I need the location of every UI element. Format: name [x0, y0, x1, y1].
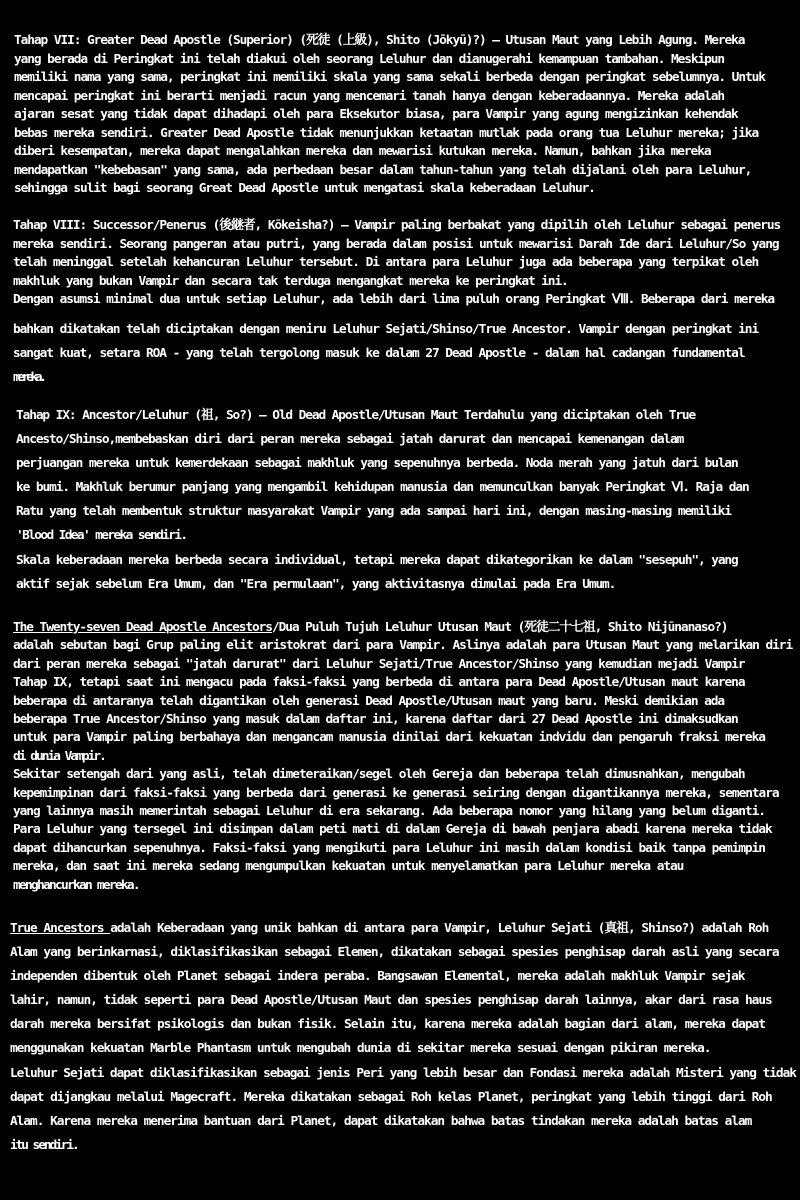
section-twenty-seven-ancestors [0, 619, 800, 895]
text-line: adalah sebutan bagi Grup paling elit aristokrat dari para Vampir. Aslinya adalah para Utusan Maut yang melarikan diri [13, 638, 793, 654]
text-line: mereka. [13, 370, 44, 386]
text-line: menghancurkan mereka. [13, 877, 139, 893]
text-line: sangat kuat, setara ROA - yang telah tergolong masuk ke dalam 27 Dead Apostle - dalam hal cadangan fundamental [13, 346, 745, 362]
text-line: Sekitar setengah dari yang asli, telah dimeteraikan/segel oleh Gereja dan beberapa telah dimusnahkan, mengubah [13, 767, 745, 783]
text-line: Tahap VII: Greater Dead Apostle (Superior) (死徒 (上級), Shito (Jōkyū)?) – Utusan Maut yang Lebih Agung. Mereka [14, 33, 745, 48]
text-line: telah meninggal setelah kehancuran Leluhur tersebut. Di antara para Leluhur juga ada beberapa yang terpikat oleh [13, 255, 759, 270]
text-line: mereka, dan saat ini mereka sedang mengumpulkan kekuatan untuk menyelamatkan para Leluhur mereka atau [13, 859, 684, 875]
text-line: Dengan asumsi minimal dua untuk setiap Leluhur, ada lebih dari lima puluh orang Peringkat Ⅷ. Beberapa dari mereka [13, 292, 775, 307]
text-line: dapat dihancurkan sepenuhnya. Faksi-faksi yang mengikuti para Leluhur ini masih dalam kondisi baik tanpa pemimpin [13, 840, 765, 856]
text-line: perjuangan mereka untuk kemerdekaan sebagai makhluk yang sepenuhnya berbeda. Noda merah yang jatuh dari bulan [16, 456, 738, 472]
text-line: Tahap VIII: Successor/Penerus (後継者, Kōkeisha?) – Vampir paling berbakat yang dipilih oleh Leluhur sebagai penerus [13, 218, 781, 233]
section-stage-vii [0, 32, 800, 199]
text-line: diberi kesempatan, mereka dapat mengalahkan mereka dan mewarisi kutukan mereka. Namun, bahkan jika mereka [14, 144, 711, 159]
text-line: dari peran mereka sebagai "jatah darurat" dari Leluhur Sejati/True Ancestor/Shinso yang kemudian mejadi Vampir [13, 656, 745, 672]
text-line: mereka sendiri. Seorang pangeran atau putri, yang berada dalam posisi untuk mewarisi Darah Ide dari Leluhur/So yang [13, 236, 779, 252]
text-line: kepemimpinan dari faksi-faksi yang berbeda dari generasi ke generasi seiring dengan digantikannya mereka, sementara [13, 785, 779, 801]
text-line: Tahap IX, tetapi saat ini mengacu pada faksi-faksi yang berbeda di antara para Dead Apostle/Utusan maut karena [13, 675, 745, 691]
section-first-line [13, 619, 800, 637]
text-line: sehingga sulit bagi seorang Great Dead Apostle untuk mengatasi skala keberadaan Leluhur. [14, 181, 595, 196]
text-line: Alam. Karena mereka menerima bantuan dari Planet, dapat dikatakan bahwa batas tindakan mereka adalah batas alam [10, 1113, 752, 1129]
text-line: independen dibentuk oleh Planet sebagai indera peraba. Bangsawan Elemental, mereka adalah makhluk Vampir sejak [10, 969, 745, 985]
section-stage-viii [0, 217, 800, 310]
text-line: Leluhur Sejati dapat diklasifikasikan sebagai jenis Peri yang lebih besar dan Fondasi mereka adalah Misteri yang tidak [10, 1065, 796, 1081]
twenty-seven-ancestors-link[interactable]: The Twenty-seven Dead Apostle Ancestors [13, 620, 272, 635]
text-line: memiliki nama yang sama, peringkat ini memiliki skala yang sama sekali berbeda dengan peringkat sebelumnya. Untuk [14, 70, 765, 85]
text-line: di dunia Vampir. [13, 748, 105, 764]
text-line: itu sendiri. [10, 1137, 78, 1153]
text-line: menggunakan kekuatan Marble Phantasm untuk mengubah dunia di sekitar mereka sesuai dengan pikiran mereka. [10, 1041, 711, 1057]
text-line: beberapa True Ancestor/Shinso yang masuk dalam daftar ini, karena daftar dari 27 Dead Apostle ini dimaksudkan [13, 712, 738, 728]
section-stage-ix [0, 404, 800, 597]
text-line: ajaran sesat yang tidak dapat dihadapi oleh para Eksekutor biasa, para Vampir yang agung mengizinkan kehendak [14, 107, 738, 122]
text-line: Para Leluhur yang tersegel ini disimpan dalam peti mati di dalam Gereja di bawah penjara abadi karena mereka tidak [13, 822, 772, 838]
true-ancestors-link[interactable]: True Ancestors [10, 921, 111, 936]
text-line: yang berada di Peringkat ini telah diakui oleh seorang Leluhur dan dianugerahi kemampuan tambahan. Meskipun [14, 51, 725, 67]
text-line: Alam yang berinkarnasi, diklasifikasikan sebagai Elemen, dikatakan sebagai spesies penghisap darah asli yang secara [10, 945, 779, 961]
section-first-line [10, 917, 800, 941]
text-line: untuk para Vampir paling berbahaya dan mengancam manusia dinilai dari kekuatan indvidu dan pengaruh fraksi mereka [13, 730, 765, 746]
text-line: lahir, namun, tidak seperti para Dead Apostle/Utusan Maut dan spesies penghisap darah lainnya, akar dari rasa haus [10, 993, 772, 1009]
text-line: beberapa di antaranya telah digantikan oleh generasi Dead Apostle/Utusan maut yang baru. Meski demikian ada [13, 693, 725, 709]
text-line: bebas mereka sendiri. Greater Dead Apostle tidak menunjukkan ketaatan mutlak pada orang tua Leluhur mereka; jika [14, 125, 759, 141]
section-true-ancestors [0, 917, 800, 1158]
text-line: bahkan dikatakan telah diciptakan dengan meniru Leluhur Sejati/Shinso/True Ancestor. Vampir dengan peringkat ini [13, 322, 759, 337]
text-line: aktif sejak sebelum Era Umum, dan "Era permulaan", yang aktivitasnya dimulai pada Era Umum. [16, 576, 616, 592]
text-line: Ratu yang telah membentuk struktur masyarakat Vampir yang ada sampai hari ini, dengan masing-masing memiliki [16, 504, 731, 520]
text-line: mencapai peringkat ini berarti menjadi racun yang mencemari tanah hanya dengan keberadaannya. Mereka adalah [14, 88, 725, 104]
text-line: 'Blood Idea' mereka sendiri. [16, 528, 187, 544]
text-line: dapat dijangkau melalui Magecraft. Mereka dikatakan sebagai Roh kelas Planet, peringkat yang lebih tinggi dari Roh [10, 1089, 772, 1105]
section-stage-viii-continued [0, 318, 800, 391]
text-line: Skala keberadaan mereka berbeda secara individual, tetapi mereka dapat dikategorikan ke dalam "sesepuh", yang [16, 552, 738, 568]
text-line: Tahap IX: Ancestor/Leluhur (祖, So?) – Old Dead Apostle/Utusan Maut Terdahulu yang diciptakan oleh True [16, 408, 696, 423]
text-line: makhluk yang bukan Vampir dan secara tak terduga mengangkat mereka ke peringkat ini. [13, 273, 568, 289]
text-line: Ancesto/Shinso,membebaskan diri dari peran mereka sebagai jatah darurat dan mencapai kemenangan dalam [16, 432, 684, 448]
text-line: yang lainnya masih memerintah sebagai Leluhur di era sekarang. Ada beberapa nomor yang hilang yang belum diganti. [13, 804, 765, 820]
section-first-line-rest: /Dua Puluh Tujuh Leluhur Utusan Maut (死徒二十七祖, Shito Nijūnanaso?) [271, 620, 728, 635]
text-line: darah mereka bersifat psikologis dan bukan fisik. Selain itu, karena mereka adalah bagian dari alam, mereka dapat [10, 1017, 765, 1033]
text-line: ke bumi. Makhluk berumur panjang yang mengambil kehidupan manusia dan memunculkan banyak Peringkat Ⅵ. Raja dan [16, 480, 749, 496]
section-first-line-rest: adalah Keberadaan yang unik bahkan di antara para Vampir, Leluhur Sejati (真祖, Shinso?) adalah Roh [110, 921, 769, 936]
text-line: mendapatkan "kebebasan" yang sama, ada perbedaan besar dalam tahun-tahun yang telah dijalani oleh para Leluhur, [14, 162, 752, 178]
